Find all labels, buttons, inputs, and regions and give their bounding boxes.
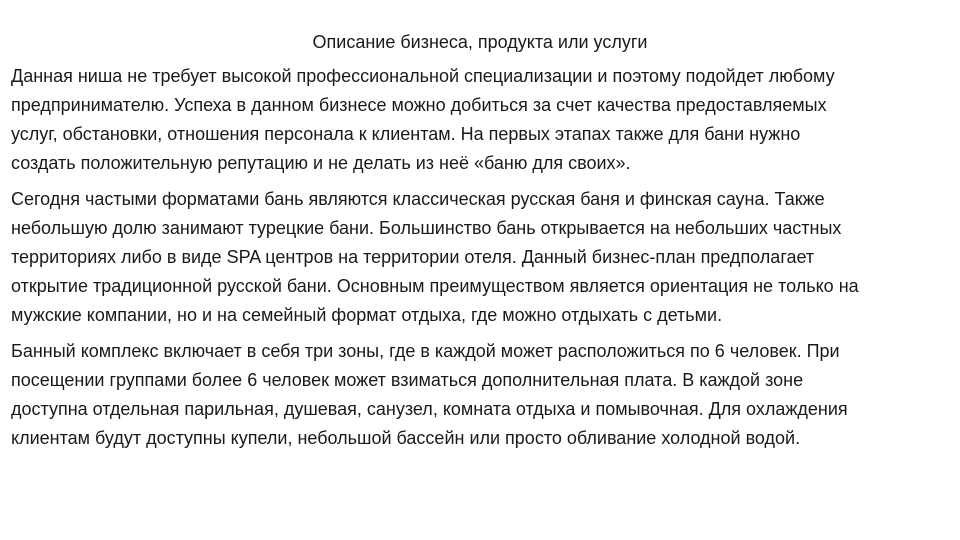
slide-body <box>11 62 861 460</box>
slide-title: Описание бизнеса, продукта или услуги <box>312 32 648 52</box>
paragraph-complex: Банный комплекс включает в себя три зоны, где в каждой может расположиться по 6 человек. При посещении группами более 6 человек может взиматься дополнительная плата. В каждой зоне доступна отдельная парильная, душевая, санузел, комната отдыха и помывочная. Для охлаждения клиентам будут доступны купели, небольшой бассейн или просто обливание холодной водой. <box>11 341 848 448</box>
paragraph-niche: Данная ниша не требует высокой профессиональной специализации и поэтому подойдет любому предпринимателю. Успеха в данном бизнесе можно добиться за счет качества предоставляемых услуг, обстановки, отношения персонала к клиентам. На первых этапах также для бани нужно создать положительную репутацию и не делать из неё «баню для своих». <box>11 66 835 173</box>
paragraph-formats: Сегодня частыми форматами бань являются классическая русская баня и финская сауна. Также небольшую долю занимают турецкие бани. Большинство бань открывается на небольших частных территориях либо в виде SPA центров на территории отеля. Данный бизнес-план предполагает открытие традиционной русской бани. Основным преимуществом является ориентация не только на мужские компании, но и на семейный формат отдыха, где можно отдыхать с детьми. <box>11 189 859 325</box>
